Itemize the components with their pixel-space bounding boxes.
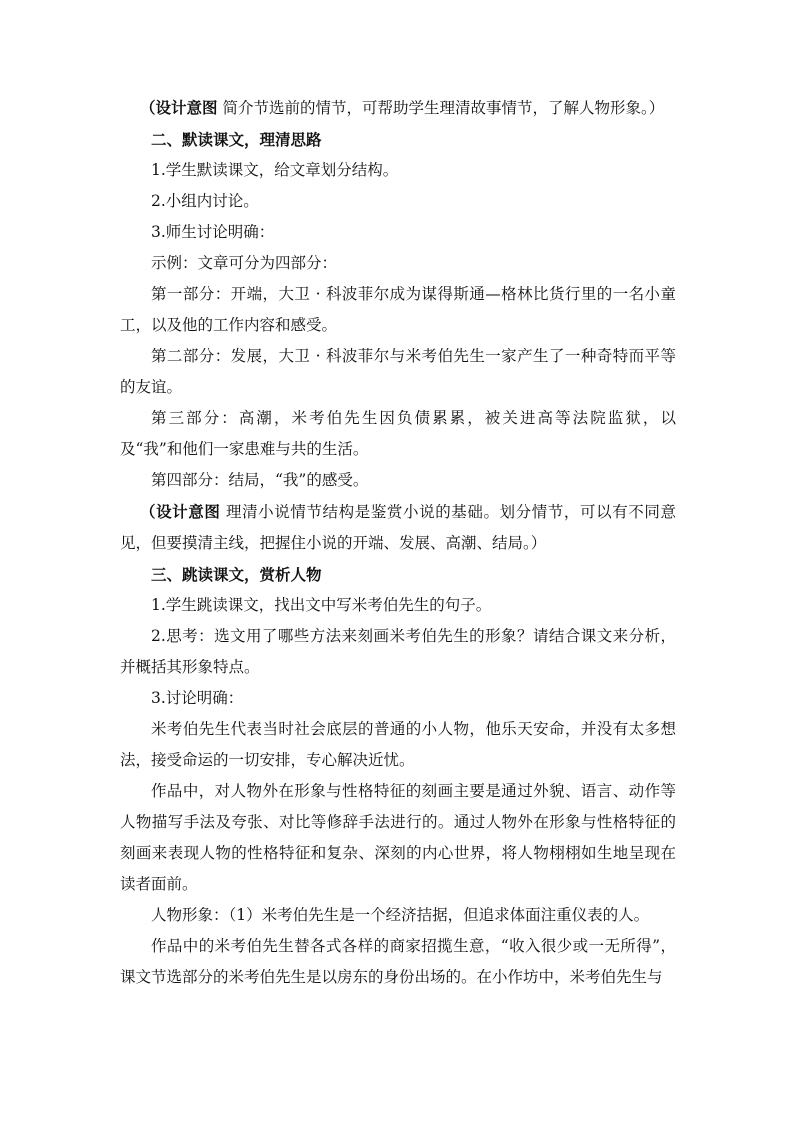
paragraph: 1.学生跳读课文，找出文中写米考伯先生的句子。 [151, 596, 492, 614]
design-intent-label: （设计意图 [140, 98, 218, 117]
paragraph: 作品中，对人物外在形象与性格特征的刻画主要是通过外貌、语言、动作等人物描写手法及夸张、对比等修辞手法进行的。通过人物外在形象与性格特征的刻画来表现人物的性格特征和复杂、深刻的内心世界，将人物栩栩如生地呈现在读者面前。 [120, 782, 676, 893]
design-intent-note [120, 92, 676, 124]
section-heading: 三、跳读课文，赏析人物 [151, 565, 322, 584]
paragraph: 人物形象：（1）米考伯先生是一个经济拮据，但追求体面注重仪表的人。 [151, 906, 650, 924]
paragraph: 示例：文章可分为四部分： [151, 254, 338, 272]
paragraph: 米考伯先生代表当时社会底层的普通的小人物，他乐天安命，并没有太多想法，接受命运的一切安排，专心解决近忧。 [120, 720, 676, 769]
paragraph: 3.师生讨论明确： [151, 223, 275, 241]
paragraph: 1.学生默读课文，给文章划分结构。 [151, 161, 399, 179]
paragraph: 2.小组内讨论。 [151, 192, 259, 210]
design-intent-note [120, 496, 676, 559]
document-body [120, 92, 676, 993]
design-intent-label: （设计意图 [140, 502, 221, 521]
paragraph: 第二部分：发展，大卫 · 科波菲尔与米考伯先生一家产生了一种奇特而平等的友谊。 [120, 347, 676, 396]
paragraph: 2.思考：选文用了哪些方法来刻画米考伯先生的形象？请结合课文来分析，并概括其形象特点。 [120, 627, 676, 676]
paragraph: 第三部分：高潮，米考伯先生因负债累累，被关进高等法院监狱，以及“我”和他们一家患难与共的生活。 [120, 409, 676, 458]
paragraph: 第四部分：结局，“我”的感受。 [151, 471, 369, 489]
design-intent-text: 理清小说情节结构是鉴赏小说的基础。划分情节，可以有不同意见，但要摸清主线，把握住小说的开端、发展、高潮、结局。） [120, 503, 676, 552]
paragraph: 第一部分：开端，大卫 · 科波菲尔成为谋得斯通—格林比货行里的一名小童工，以及他的工作内容和感受。 [120, 285, 676, 334]
section-heading: 二、默读课文，理清思路 [151, 130, 322, 149]
design-intent-text: 简介节选前的情节，可帮助学生理清故事情节，了解人物形象。） [217, 99, 665, 117]
paragraph: 作品中的米考伯先生替各式各样的商家招揽生意，“收入很少或一无所得”，课文节选部分的米考伯先生是以房东的身份出场的。在小作坊中，米考伯先生与 [120, 937, 676, 986]
paragraph: 3.讨论明确： [151, 689, 244, 707]
